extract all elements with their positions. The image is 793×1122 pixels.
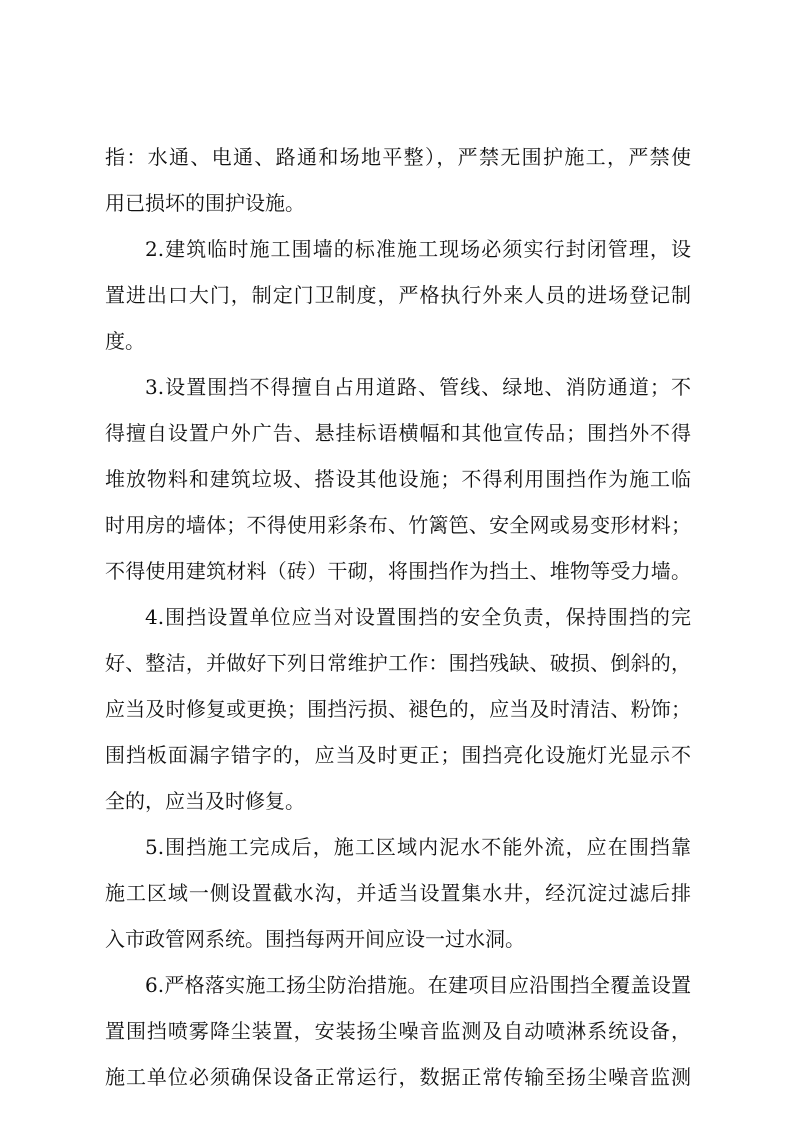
text-line: 2.建筑临时施工围墙的标准施工现场必须实行封闭管理，设 <box>145 237 691 261</box>
text-line: 4.围挡设置单位应当对设置围挡的安全负责，保持围挡的完 <box>145 605 691 629</box>
text-line: 得擅自设置户外广告、悬挂标语横幅和其他宣传品；围挡外不得 <box>105 421 691 445</box>
text-line: 指：水通、电通、路通和场地平整），严禁无围护施工，严禁使 <box>105 145 691 169</box>
text-line: 堆放物料和建筑垃圾、搭设其他设施；不得利用围挡作为施工临 <box>105 467 691 491</box>
text-line: 置进出口大门，制定门卫制度，严格执行外来人员的进场登记制 <box>105 283 691 307</box>
text-line: 围挡板面漏字错字的，应当及时更正；围挡亮化设施灯光显示不 <box>105 743 691 767</box>
text-line: 6.严格落实施工扬尘防治措施。在建项目应沿围挡全覆盖设置 <box>145 973 691 997</box>
text-line: 不得使用建筑材料（砖）干砌，将围挡作为挡土、堆物等受力墙。 <box>105 559 691 583</box>
text-line: 全的，应当及时修复。 <box>105 789 305 813</box>
text-line: 度。 <box>105 329 145 353</box>
text-line: 施工单位必须确保设备正常运行，数据正常传输至扬尘噪音监测 <box>105 1065 691 1089</box>
text-line: 置围挡喷雾降尘装置，安装扬尘噪音监测及自动喷淋系统设备， <box>105 1019 691 1043</box>
text-line: 施工区域一侧设置截水沟，并适当设置集水井，经沉淀过滤后排 <box>105 881 691 905</box>
text-line: 时用房的墙体；不得使用彩条布、竹篱笆、安全网或易变形材料； <box>105 513 691 537</box>
text-line: 应当及时修复或更换；围挡污损、褪色的，应当及时清洁、粉饰； <box>105 697 691 721</box>
text-line: 5.围挡施工完成后，施工区域内泥水不能外流，应在围挡靠 <box>145 835 691 859</box>
text-line: 3.设置围挡不得擅自占用道路、管线、绿地、消防通道；不 <box>145 375 691 399</box>
text-line: 好、整洁，并做好下列日常维护工作：围挡残缺、破损、倒斜的， <box>105 651 691 675</box>
text-line: 入市政管网系统。围挡每两开间应设一过水洞。 <box>105 927 525 951</box>
text-line: 用已损坏的围护设施。 <box>105 191 305 215</box>
